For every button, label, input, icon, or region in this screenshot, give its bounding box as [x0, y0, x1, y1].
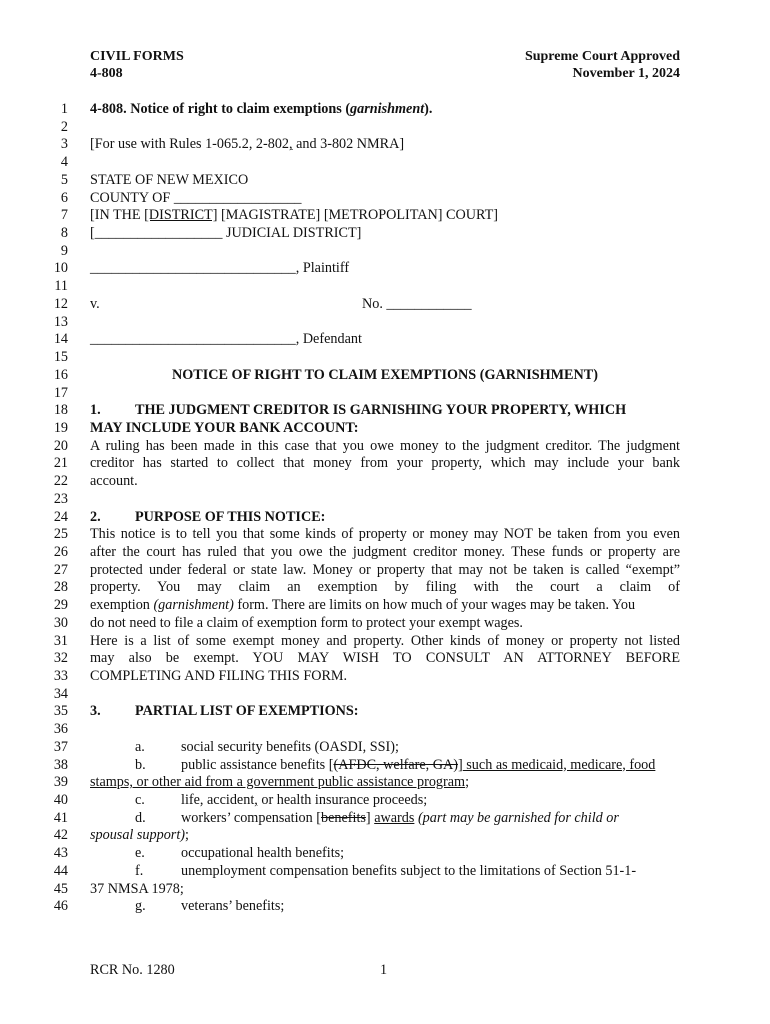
exemption-d: d. workers’ compensation [benefits] awards (part may be garnished for child or [135, 809, 619, 826]
line-number: 22 [53, 473, 68, 490]
line-number: 23 [53, 490, 68, 507]
line-number: 28 [53, 579, 68, 596]
section-1-heading: 1. THE JUDGMENT CREDITOR IS GARNISHING YOUR PROPERTY, WHICH [90, 402, 627, 419]
line-number: 9 [60, 242, 68, 259]
line-number: 17 [53, 384, 68, 401]
line-number: 15 [53, 349, 68, 366]
section-1-heading-cont: MAY INCLUDE YOUR BANK ACCOUNT: [90, 419, 359, 436]
section-2-text: do not need to file a claim of exemption form to protect your exempt wages. [90, 614, 523, 631]
exemption-c: c. life, accident, or health insurance proceeds; [135, 792, 428, 809]
line-number: 8 [60, 225, 68, 242]
line-number: 46 [53, 898, 68, 915]
line-number: 1 [60, 101, 68, 117]
approval-label: Supreme Court Approved [524, 49, 680, 64]
line-number: 36 [53, 721, 68, 738]
exemption-a: a. social security benefits (OASDI, SSI); [135, 738, 399, 755]
approval-date: November 1, 2024 [572, 66, 680, 81]
line-number: 24 [53, 508, 68, 525]
exemption-b-cont: stamps, or other aid from a government public assistance program; [90, 774, 470, 791]
document-body [0, 101, 770, 916]
versus: v. [90, 295, 100, 312]
line-number: 33 [53, 668, 68, 684]
line-number: 39 [53, 774, 68, 791]
exemption-b: b. public assistance benefits [(AFDC, welfare, GA)] such as medicaid, medicare, food [135, 756, 656, 773]
line-number: 19 [53, 419, 68, 436]
line-number: 12 [53, 295, 68, 312]
line-number: 2 [60, 118, 68, 135]
line-number: 38 [53, 756, 68, 773]
line-number: 4 [60, 154, 68, 171]
line-number: 37 [53, 738, 68, 755]
section-2-text: after the court has ruled that you owe the judgment creditor money. These funds or property are [90, 543, 680, 560]
line-number: 31 [53, 632, 68, 649]
line-number: 5 [60, 171, 68, 188]
line-number: 45 [53, 880, 68, 897]
section-1-text: A ruling has been made in this case that you owe money to the judgment creditor. The judgment [90, 437, 680, 454]
caption-state: STATE OF NEW MEXICO [90, 171, 249, 188]
exemption-e: e. occupational health benefits; [135, 845, 345, 862]
section-2-text: COMPLETING AND FILING THIS FORM. [90, 668, 348, 684]
form-number: 4-808 [90, 66, 123, 81]
line-number: 10 [53, 260, 68, 277]
case-number: No. ____________ [362, 295, 472, 312]
caption-county: COUNTY OF __________________ [90, 189, 302, 206]
header-left [90, 48, 184, 82]
section-2-text: property. You may claim an exemption by filing with the court a claim of [90, 579, 680, 596]
section-2-text: protected under federal or state law. Money or property that may not be taken is called “exempt” [90, 561, 680, 578]
line-number: 41 [53, 809, 68, 826]
line-number: 35 [53, 703, 68, 720]
line-number: 42 [53, 827, 68, 844]
line-number: 16 [53, 366, 68, 383]
line-number: 44 [53, 862, 68, 879]
section-2-text: Here is a list of some exempt money and property. Other kinds of money or property not listed [90, 632, 680, 649]
section-1-text: creditor has started to collect that money from your property, which may include your bank [90, 455, 680, 472]
line-number: 34 [53, 685, 68, 702]
section-2-text: may also be exempt. YOU MAY WISH TO CONSULT AN ATTORNEY BEFORE [90, 650, 680, 667]
section-2-heading: 2. PURPOSE OF THIS NOTICE: [90, 508, 326, 525]
line-number: 11 [54, 278, 68, 295]
line-number: 29 [53, 597, 68, 614]
footer-rcr-number: RCR No. 1280 [90, 962, 175, 978]
exemption-f: f. unemployment compensation benefits subject to the limitations of Section 51-1- [135, 862, 637, 879]
line-number: 21 [53, 455, 68, 472]
exemption-f-cont: 37 NMSA 1978; [90, 880, 184, 897]
line-number: 40 [53, 792, 68, 809]
line-number: 30 [53, 614, 68, 631]
line-number: 43 [53, 845, 68, 862]
section-2-text: This notice is to tell you that some kinds of property or money may NOT be taken from you even [90, 526, 680, 543]
line-number: 32 [53, 650, 68, 667]
header-right [525, 48, 680, 82]
caption-judicial-district: [__________________ JUDICIAL DISTRICT] [90, 225, 362, 242]
line-number: 25 [53, 526, 68, 543]
exemption-d-cont: spousal support); [90, 827, 189, 844]
defendant-line: _____________________________, Defendant [90, 331, 362, 348]
section-1-text: account. [90, 473, 138, 490]
line-number: 14 [53, 331, 68, 348]
section-3-heading: 3. PARTIAL LIST OF EXEMPTIONS: [90, 703, 359, 720]
line-number: 3 [60, 136, 68, 153]
exemption-g: g. veterans’ benefits; [135, 898, 285, 915]
line-number: 13 [53, 313, 68, 330]
line-number: 27 [53, 561, 68, 578]
rules-reference: [For use with Rules 1-065.2, 2-802, and 3-802 NMRA] [90, 136, 405, 153]
section-2-text: exemption (garnishment) form. There are limits on how much of your wages may be taken. You [90, 597, 636, 614]
page-number: 1 [380, 962, 388, 978]
line-number: 18 [53, 402, 68, 419]
line-number: 26 [53, 543, 68, 560]
caption-court: [IN THE [DISTRICT] [MAGISTRATE] [METROPOLITAN] COURT] [90, 207, 498, 224]
line-number: 6 [60, 189, 68, 206]
line-number: 7 [60, 207, 68, 224]
form-series: CIVIL FORMS [90, 49, 184, 64]
form-title: 4-808. Notice of right to claim exemptions (garnishment). [90, 101, 433, 117]
notice-title: NOTICE OF RIGHT TO CLAIM EXEMPTIONS (GARNISHMENT) [172, 366, 598, 383]
line-number: 20 [53, 437, 68, 454]
plaintiff-line: _____________________________, Plaintiff [90, 260, 350, 277]
